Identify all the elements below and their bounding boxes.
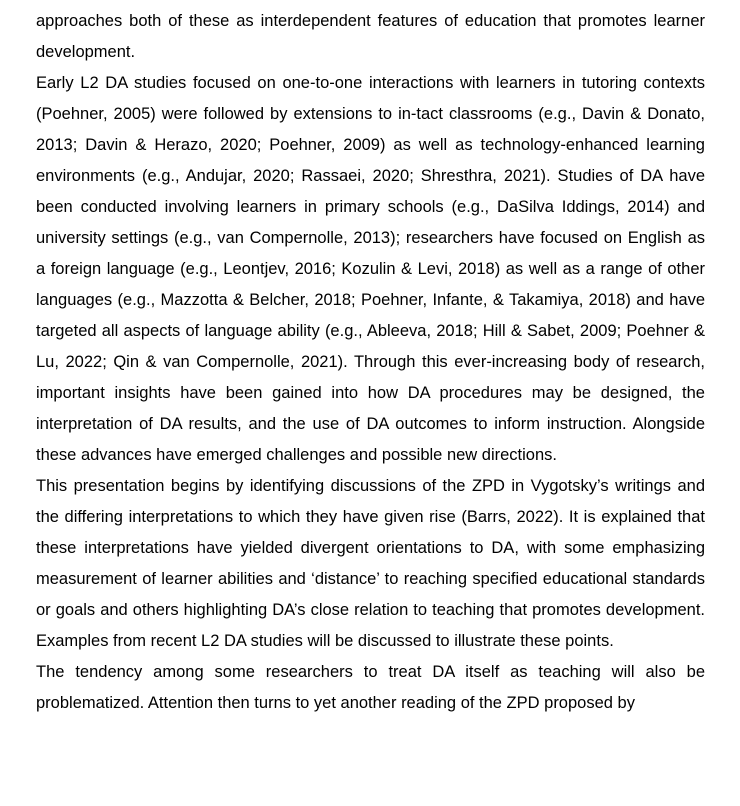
paragraph-learner-development: approaches both of these as interdependent features of education that promotes learner development. xyxy=(36,12,705,61)
paragraph-early-l2-da-studies: Early L2 DA studies focused on one-to-one interactions with learners in tutoring contexts (Poehner, 2005) were followed by extensions to in-tact classrooms (e.g., Davin & Donato, 2013; Davin & Herazo, 2020; Poehner, 2009) as well as technology-enhanced learning environments (e.g., Andujar, 2020; Rassaei, 2020; Shresthra, 2021). Studies of DA have been conducted involving learners in primary schools (e.g., DaSilva Iddings, 2014) and university settings (e.g., van Compernolle, 2013); researchers have focused on English as a foreign language (e.g., Leontjev, 2016; Kozulin & Levi, 2018) as well as a range of other languages (e.g., Mazzotta & Belcher, 2018; Poehner, Infante, & Takamiya, 2018) and have targeted all aspects of language ability (e.g., Ableeva, 2018; Hill & Sabet, 2009; Poehner & Lu, 2022; Qin & van Compernolle, 2021). Through this ever-increasing body of research, important insights have been gained into how DA procedures may be designed, the interpretation of DA results, and the use of DA outcomes to inform instruction. Alongside these advances have emerged challenges and possible new directions. xyxy=(36,74,705,464)
paragraph-tendency-researchers: The tendency among some researchers to treat DA itself as teaching will also be problematized. Attention then turns to yet another reading of the ZPD proposed by xyxy=(36,663,705,712)
paragraph-presentation-zpd: This presentation begins by identifying discussions of the ZPD in Vygotsky’s writings and the differing interpretations to which they have given rise (Barrs, 2022). It is explained that these interpretations have yielded divergent orientations to DA, with some emphasizing measurement of learner abilities and ‘distance’ to reaching specified educational standards or goals and others highlighting DA’s close relation to teaching that promotes development. Examples from recent L2 DA studies will be discussed to illustrate these points. xyxy=(36,477,705,650)
